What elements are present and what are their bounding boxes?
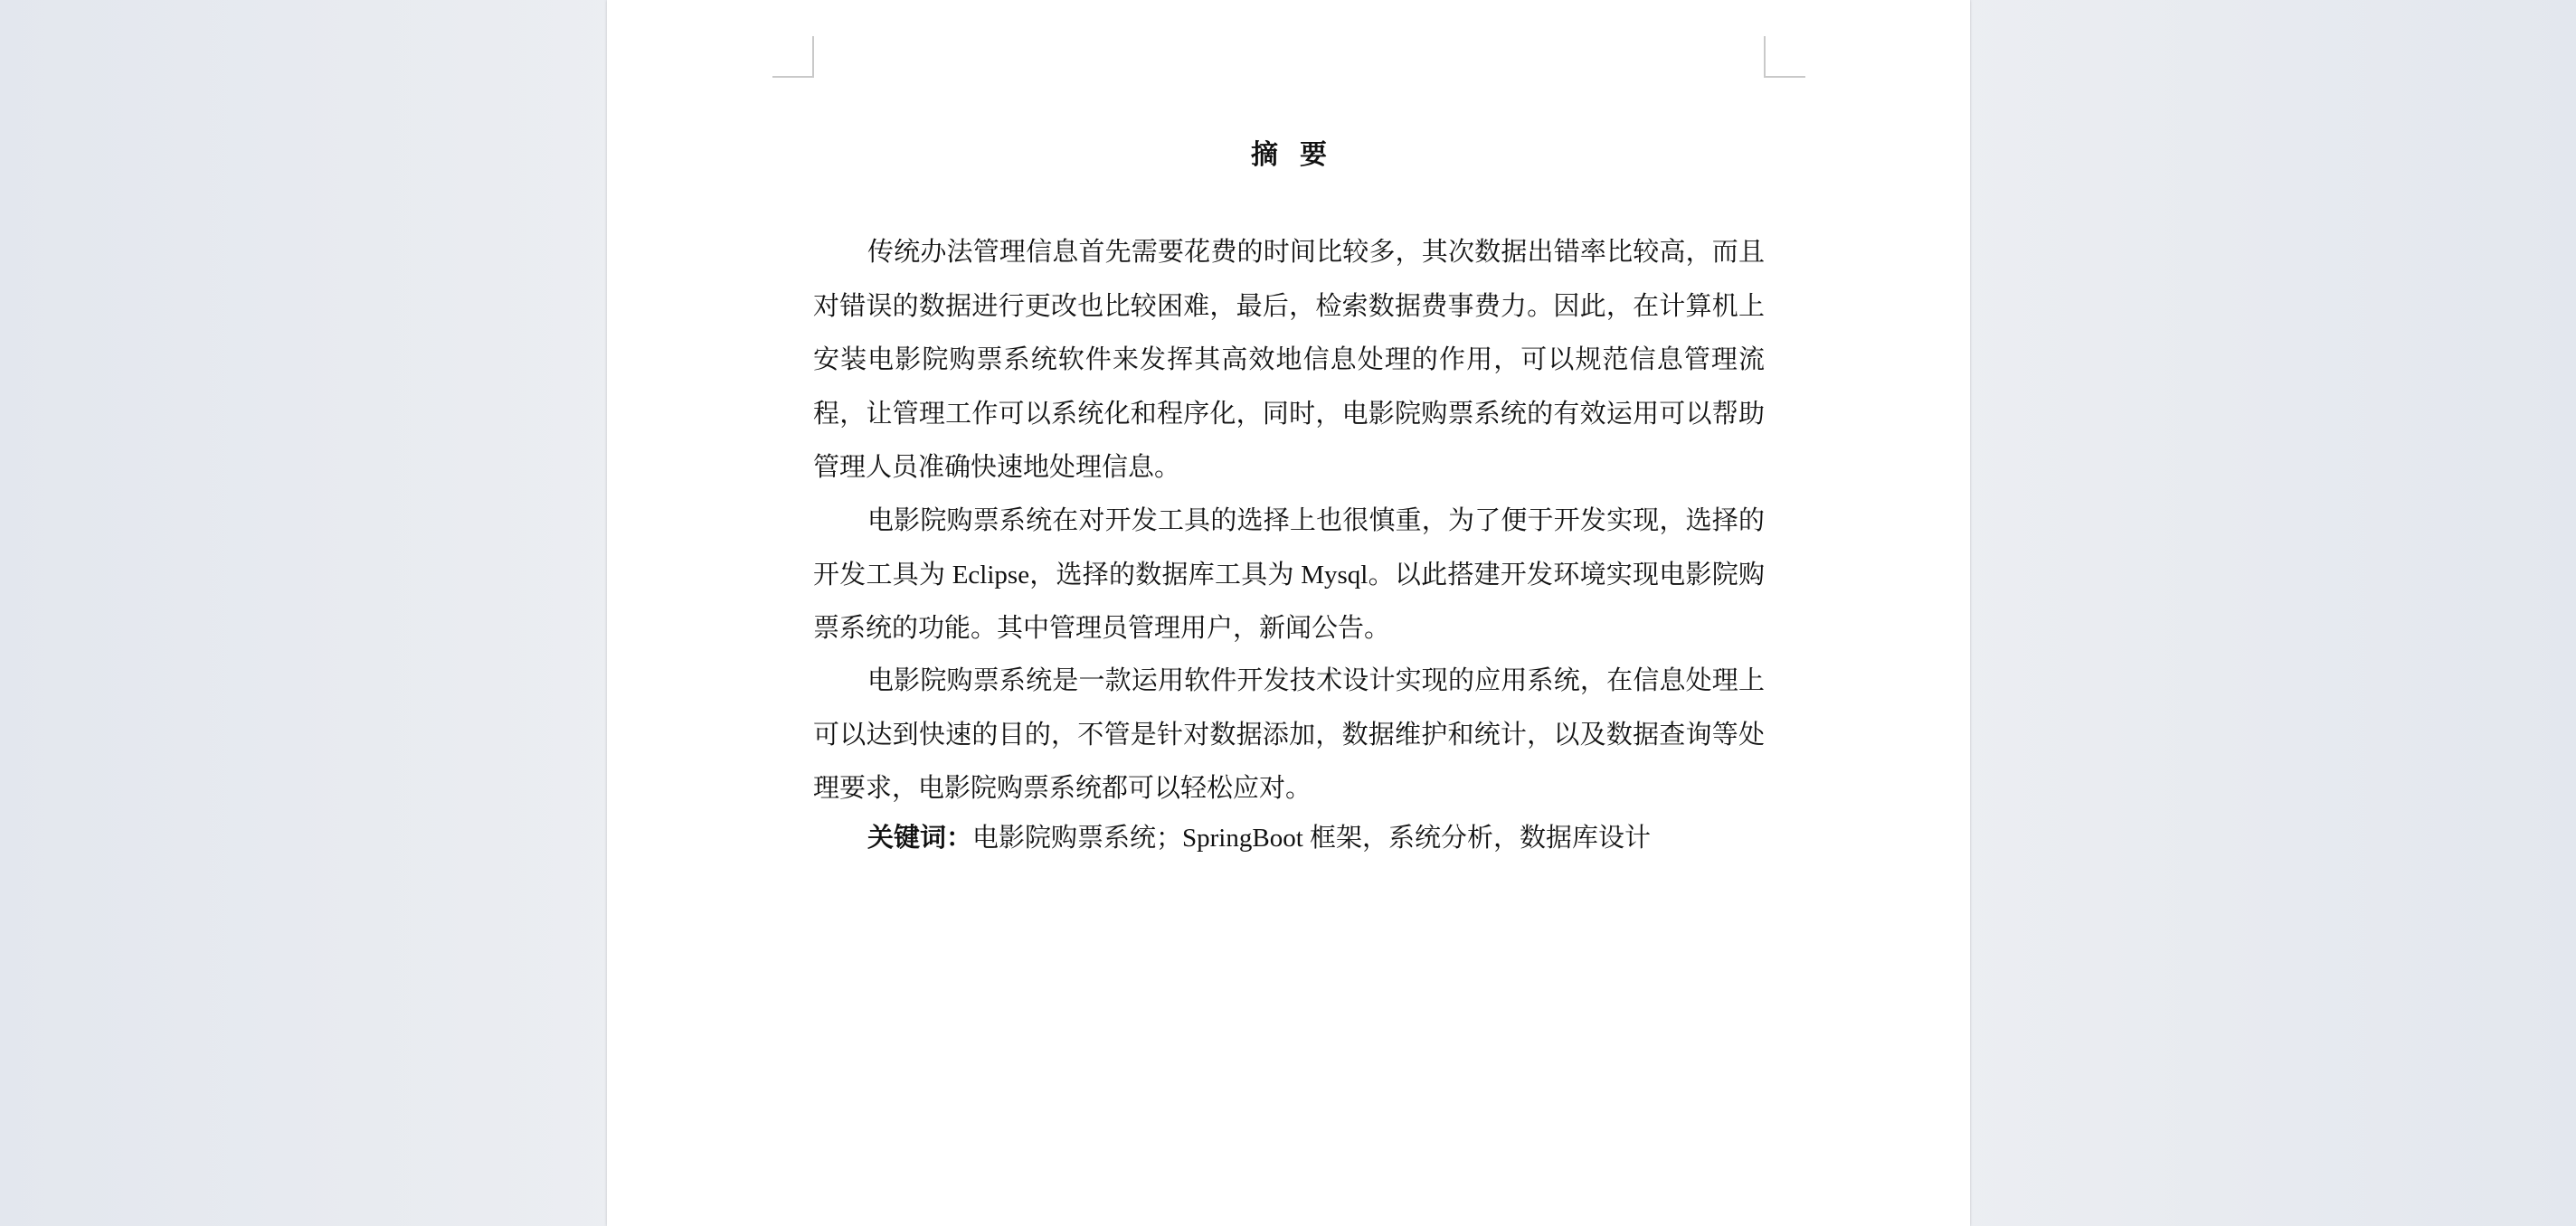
abstract-paragraph-1: 传统办法管理信息首先需要花费的时间比较多，其次数据出错率比较高，而且对错误的数据进行更改也比较困难，最后，检索数据费事费力。因此，在计算机上安装电影院购票系统软件来发挥其高效地信息处理的作用，可以规范信息管理流程，让管理工作可以系统化和程序化，同时，电影院购票系统的有效运用可以帮助管理人员准确快速地处理信息。 bbox=[813, 238, 1765, 482]
page-corner-mark-top-right bbox=[1764, 36, 1805, 78]
keywords-label: 关键词： bbox=[867, 824, 973, 853]
keywords-text: 电影院购票系统；SpringBoot 框架，系统分析，数据库设计 bbox=[972, 824, 1652, 853]
document-title: 摘要 bbox=[1251, 140, 1349, 170]
abstract-paragraph-3: 电影院购票系统是一款运用软件开发技术设计实现的应用系统，在信息处理上可以达到快速的目的，不管是针对数据添加，数据维护和统计，以及数据查询等处理要求，电影院购票系统都可以轻松应对。 bbox=[813, 666, 1765, 803]
keywords-line bbox=[867, 814, 1651, 863]
document-page bbox=[607, 0, 1970, 1226]
page-corner-mark-top-left bbox=[772, 36, 814, 78]
abstract-paragraph-2: 电影院购票系统在对开发工具的选择上也很慎重，为了便于开发实现，选择的开发工具为 Eclipse，选择的数据库工具为 Mysql。以此搭建开发环境实现电影院购票系统的功能。其中管理员管理用户，新闻公告。 bbox=[813, 506, 1765, 643]
